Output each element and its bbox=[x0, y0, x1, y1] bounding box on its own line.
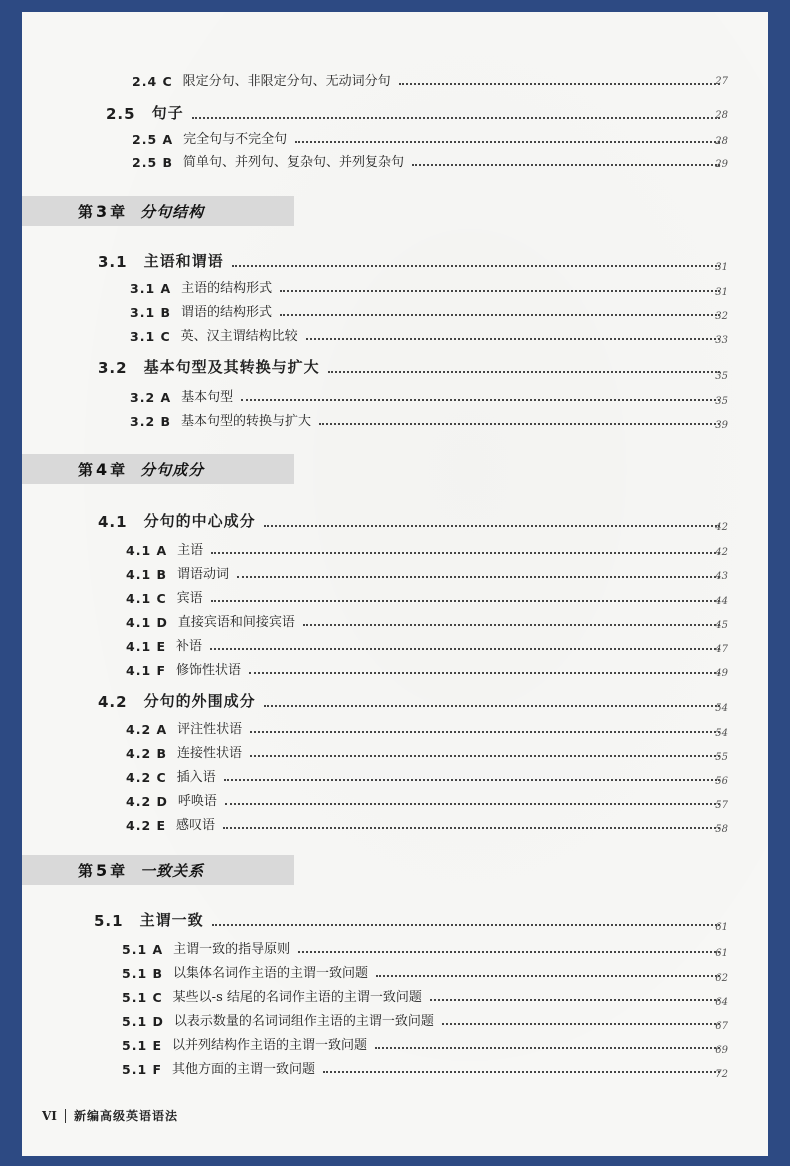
entry-page: 32 bbox=[715, 311, 728, 322]
section-title: 主语和谓语 bbox=[143, 252, 224, 270]
chapter-number: 3 bbox=[96, 201, 109, 221]
toc-entry bbox=[130, 386, 728, 405]
entry-number: 4.2 D bbox=[126, 794, 168, 809]
entry-page: 29 bbox=[715, 159, 728, 170]
chapter-suffix: 章 bbox=[110, 202, 127, 221]
toc-entry bbox=[126, 563, 728, 582]
entry-page: 67 bbox=[715, 1021, 728, 1032]
entry-page: 42 bbox=[715, 547, 728, 558]
entry-number: 5.1 E bbox=[122, 1038, 163, 1053]
leader-dots bbox=[250, 731, 720, 733]
leader-dots bbox=[211, 552, 720, 554]
entry-page: 54 bbox=[715, 728, 728, 739]
section-number: 4.1 bbox=[98, 513, 128, 531]
entry-title: 限定分句、非限定分句、无动词分句 bbox=[182, 74, 391, 89]
entry-title: 基本句型 bbox=[181, 390, 234, 405]
chapter-title: 分句成分 bbox=[140, 460, 205, 479]
entry-number: 4.1 E bbox=[126, 639, 167, 654]
leader-dots bbox=[376, 975, 720, 977]
entry-number: 5.1 F bbox=[122, 1062, 163, 1077]
entry-page: 64 bbox=[715, 997, 728, 1008]
leader-dots bbox=[241, 399, 720, 401]
chapter-title: 分句结构 bbox=[140, 202, 205, 221]
chapter-heading bbox=[22, 454, 294, 484]
entry-page: 55 bbox=[715, 752, 728, 763]
entry-number: 4.2 B bbox=[126, 746, 168, 761]
entry-page: 61 bbox=[715, 922, 728, 933]
leader-dots bbox=[280, 314, 720, 316]
toc-entry bbox=[122, 1010, 728, 1029]
entry-title: 宾语 bbox=[176, 591, 203, 606]
entry-number: 3.1 A bbox=[130, 281, 172, 296]
entry-title: 主语的结构形式 bbox=[181, 281, 273, 296]
entry-number: 5.1 A bbox=[122, 942, 164, 957]
leader-dots bbox=[375, 1047, 720, 1049]
leader-dots bbox=[232, 265, 720, 267]
leader-dots bbox=[210, 648, 720, 650]
entry-page: 56 bbox=[715, 776, 728, 787]
entry-title: 以并列结构作主语的主谓一致问题 bbox=[172, 1038, 368, 1053]
entry-title: 评注性状语 bbox=[177, 722, 243, 737]
leader-dots bbox=[328, 371, 720, 373]
entry-title: 感叹语 bbox=[176, 818, 216, 833]
page-footer bbox=[42, 1107, 178, 1124]
entry-title: 完全句与不完全句 bbox=[183, 132, 288, 147]
entry-number: 3.1 B bbox=[130, 305, 172, 320]
chapter-heading bbox=[22, 196, 294, 226]
entry-page: 33 bbox=[715, 335, 728, 346]
leader-dots bbox=[249, 672, 720, 674]
entry-page: 31 bbox=[715, 287, 728, 298]
entry-number: 3.2 A bbox=[130, 390, 172, 405]
entry-page: 35 bbox=[715, 396, 728, 407]
entry-page: 72 bbox=[715, 1069, 728, 1080]
toc-entry bbox=[130, 301, 728, 320]
entry-title: 英、汉主谓结构比较 bbox=[180, 329, 298, 344]
chapter-number: 5 bbox=[96, 860, 109, 880]
entry-title: 呼唤语 bbox=[177, 794, 217, 809]
entry-page: 45 bbox=[715, 620, 728, 631]
toc-entry bbox=[122, 1034, 728, 1053]
leader-dots bbox=[250, 755, 720, 757]
chapter-number: 4 bbox=[96, 459, 109, 479]
leader-dots bbox=[237, 576, 720, 578]
chapter-prefix: 第 bbox=[78, 202, 95, 221]
running-book-title: 新编高级英语语法 bbox=[73, 1109, 178, 1123]
entry-page: 39 bbox=[715, 420, 728, 431]
toc-page bbox=[22, 12, 768, 1156]
leader-dots bbox=[306, 338, 720, 340]
toc-section bbox=[98, 356, 728, 377]
entry-page: 28 bbox=[715, 136, 728, 147]
entry-page: 28 bbox=[715, 110, 728, 121]
entry-number: 4.1 A bbox=[126, 543, 168, 558]
entry-page: 49 bbox=[715, 668, 728, 679]
leader-dots bbox=[323, 1071, 720, 1073]
entry-number: 4.1 F bbox=[126, 663, 167, 678]
entry-number: 2.5 B bbox=[132, 155, 174, 170]
entry-page: 62 bbox=[715, 973, 728, 984]
leader-dots bbox=[224, 779, 720, 781]
chapter-prefix: 第 bbox=[78, 460, 95, 479]
toc-entry bbox=[126, 611, 728, 630]
toc-entry bbox=[132, 128, 728, 147]
chapter-heading bbox=[22, 855, 294, 885]
entry-number: 5.1 C bbox=[122, 990, 163, 1005]
entry-number: 4.1 B bbox=[126, 567, 168, 582]
entry-number: 3.1 C bbox=[130, 329, 171, 344]
entry-page: 69 bbox=[715, 1045, 728, 1056]
toc-entry bbox=[122, 1058, 728, 1077]
entry-title: 主谓一致的指导原则 bbox=[173, 942, 291, 957]
entry-title: 插入语 bbox=[176, 770, 216, 785]
entry-title: 谓语动词 bbox=[177, 567, 230, 582]
entry-title: 补语 bbox=[176, 639, 203, 654]
leader-dots bbox=[223, 827, 720, 829]
entry-number: 3.2 B bbox=[130, 414, 172, 429]
leader-dots bbox=[280, 290, 720, 292]
entry-number: 5.1 D bbox=[122, 1014, 164, 1029]
toc-entry bbox=[126, 718, 728, 737]
section-title: 基本句型及其转换与扩大 bbox=[143, 358, 320, 376]
entry-page: 43 bbox=[715, 571, 728, 582]
entry-title: 谓语的结构形式 bbox=[181, 305, 273, 320]
section-title: 分句的中心成分 bbox=[143, 512, 256, 530]
toc-entry bbox=[126, 790, 728, 809]
toc-entry bbox=[126, 659, 728, 678]
chapter-title: 一致关系 bbox=[140, 861, 205, 880]
section-number: 2.5 bbox=[106, 105, 136, 123]
leader-dots bbox=[192, 117, 720, 119]
entry-title: 简单句、并列句、复杂句、并列复杂句 bbox=[183, 155, 405, 170]
section-number: 5.1 bbox=[94, 912, 124, 930]
entry-number: 4.2 E bbox=[126, 818, 167, 833]
leader-dots bbox=[295, 141, 720, 143]
entry-number: 2.4 C bbox=[132, 74, 173, 89]
toc-section bbox=[98, 250, 728, 271]
section-title: 分句的外围成分 bbox=[143, 692, 256, 710]
toc-entry bbox=[130, 410, 728, 429]
toc-entry bbox=[132, 70, 728, 89]
leader-dots bbox=[399, 83, 720, 85]
leader-dots bbox=[211, 600, 720, 602]
leader-dots bbox=[225, 803, 720, 805]
entry-page: 47 bbox=[715, 644, 728, 655]
entry-page: 61 bbox=[715, 948, 728, 959]
toc-section bbox=[94, 909, 728, 930]
section-number: 3.2 bbox=[98, 359, 128, 377]
leader-dots bbox=[412, 164, 720, 166]
toc-entry bbox=[122, 938, 728, 957]
leader-dots bbox=[264, 525, 720, 527]
leader-dots bbox=[298, 951, 720, 953]
entry-number: 5.1 B bbox=[122, 966, 164, 981]
section-title: 句子 bbox=[151, 104, 184, 122]
entry-page: 31 bbox=[715, 262, 728, 273]
entry-title: 某些以-s 结尾的名词作主语的主谓一致问题 bbox=[172, 990, 422, 1005]
toc-entry bbox=[130, 277, 728, 296]
section-title: 主谓一致 bbox=[139, 911, 204, 929]
entry-number: 2.5 A bbox=[132, 132, 174, 147]
entry-title: 主语 bbox=[177, 543, 204, 558]
entry-page: 42 bbox=[715, 522, 728, 533]
page-number-roman: VI bbox=[42, 1109, 66, 1123]
toc-entry bbox=[122, 962, 728, 981]
section-number: 4.2 bbox=[98, 693, 128, 711]
toc-section bbox=[98, 690, 728, 711]
chapter-suffix: 章 bbox=[110, 861, 127, 880]
toc-section bbox=[106, 102, 728, 123]
entry-page: 57 bbox=[715, 800, 728, 811]
entry-page: 54 bbox=[715, 703, 728, 714]
entry-number: 4.2 C bbox=[126, 770, 167, 785]
leader-dots bbox=[264, 705, 720, 707]
leader-dots bbox=[303, 624, 720, 626]
toc-entry bbox=[122, 986, 728, 1005]
section-number: 3.1 bbox=[98, 253, 128, 271]
entry-title: 基本句型的转换与扩大 bbox=[181, 414, 312, 429]
entry-title: 其他方面的主谓一致问题 bbox=[172, 1062, 316, 1077]
entry-page: 58 bbox=[715, 824, 728, 835]
toc-entry bbox=[126, 587, 728, 606]
leader-dots bbox=[212, 924, 720, 926]
entry-title: 以集体名词作主语的主谓一致问题 bbox=[173, 966, 369, 981]
entry-title: 直接宾语和间接宾语 bbox=[177, 615, 295, 630]
entry-number: 4.1 C bbox=[126, 591, 167, 606]
chapter-suffix: 章 bbox=[110, 460, 127, 479]
toc-entry bbox=[126, 635, 728, 654]
toc-entry bbox=[126, 814, 728, 833]
leader-dots bbox=[319, 423, 720, 425]
toc-entry bbox=[130, 325, 728, 344]
entry-title: 以表示数量的名词词组作主语的主谓一致问题 bbox=[173, 1014, 434, 1029]
chapter-prefix: 第 bbox=[78, 861, 95, 880]
toc-section bbox=[98, 510, 728, 531]
toc-entry bbox=[126, 766, 728, 785]
entry-number: 4.1 D bbox=[126, 615, 168, 630]
toc-entry bbox=[126, 539, 728, 558]
entry-page: 35 bbox=[715, 371, 728, 382]
entry-page: 44 bbox=[715, 596, 728, 607]
leader-dots bbox=[430, 999, 720, 1001]
entry-title: 连接性状语 bbox=[177, 746, 243, 761]
entry-page: 27 bbox=[715, 76, 728, 87]
entry-title: 修饰性状语 bbox=[176, 663, 242, 678]
toc-entry bbox=[132, 151, 728, 170]
toc-entry bbox=[126, 742, 728, 761]
entry-number: 4.2 A bbox=[126, 722, 168, 737]
leader-dots bbox=[442, 1023, 720, 1025]
